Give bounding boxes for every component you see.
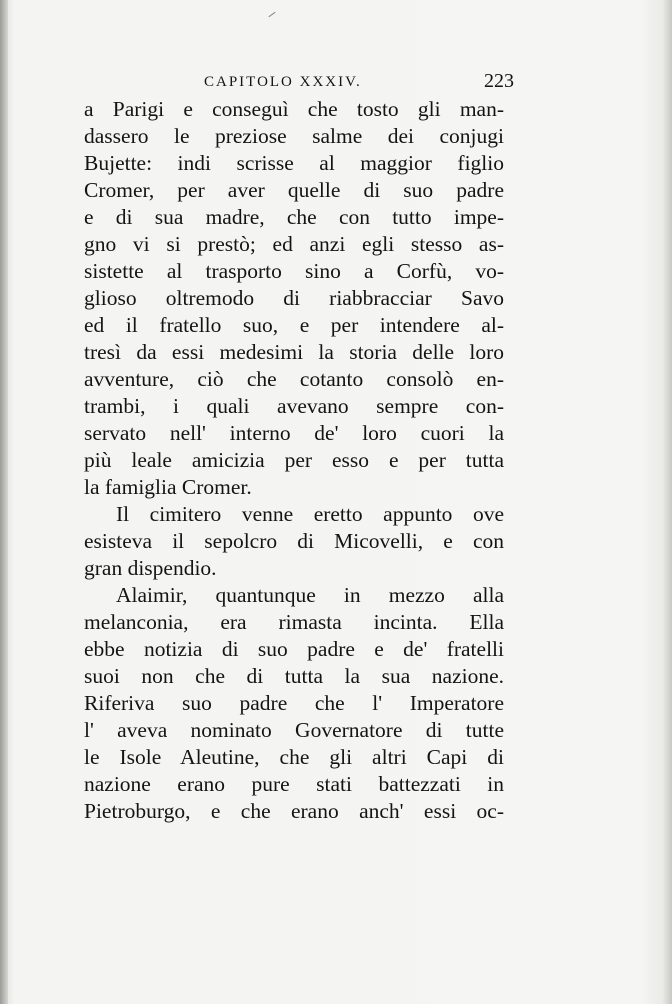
text-line: e di sua madre, che con tutto impe- [84,205,504,229]
book-spine-shadow [0,0,8,1004]
text-line: l' aveva nominato Governatore di tutte [84,718,504,742]
chapter-title: CAPITOLO XXXIV. [204,74,362,90]
body-text [84,96,504,825]
text-line: tresì da essi medesimi la storia delle loro [84,340,504,364]
text-line: Pietroburgo, e che erano anch' essi oc- [84,799,504,823]
paragraph-start-line: Il cimitero venne eretto appunto ove [116,502,504,526]
page-number: 223 [484,70,514,92]
text-line: a Parigi e conseguì che tosto gli man- [84,97,504,121]
text-line: servato nell' interno de' loro cuori la [84,421,504,445]
pencil-mark [268,12,275,17]
text-line: la famiglia Cromer. [84,475,252,499]
text-line: Riferiva suo padre che l' Imperatore [84,691,504,715]
text-line: gran dispendio. [84,556,217,580]
text-line: più leale amicizia per esso e per tutta [84,448,504,472]
text-line: melanconia, era rimasta incinta. Ella [84,610,504,634]
text-line: glioso oltremodo di riabbracciar Savo [84,286,504,310]
running-head [84,70,514,98]
text-line: suoi non che di tutta la sua nazione. [84,664,504,688]
text-line: Bujette: indi scrisse al maggior figlio [84,151,504,175]
text-line: trambi, i quali avevano sempre con- [84,394,504,418]
text-line: esisteva il sepolcro di Micovelli, e con [84,529,504,553]
text-line: sistette al trasporto sino a Corfù, vo- [84,259,504,283]
text-line: nazione erano pure stati battezzati in [84,772,504,796]
page-edge-shadow [662,0,672,1004]
paragraph-start-line: Alaimir, quantunque in mezzo alla [116,583,504,607]
text-line: ed il fratello suo, e per intendere al- [84,313,504,337]
text-line: dassero le preziose salme dei conjugi [84,124,504,148]
text-line: le Isole Aleutine, che gli altri Capi di [84,745,504,769]
text-line: gno vi si prestò; ed anzi egli stesso as- [84,232,504,256]
text-line: Cromer, per aver quelle di suo padre [84,178,504,202]
text-line: ebbe notizia di suo padre e de' fratelli [84,637,504,661]
text-line: avventure, ciò che cotanto consolò en- [84,367,504,391]
